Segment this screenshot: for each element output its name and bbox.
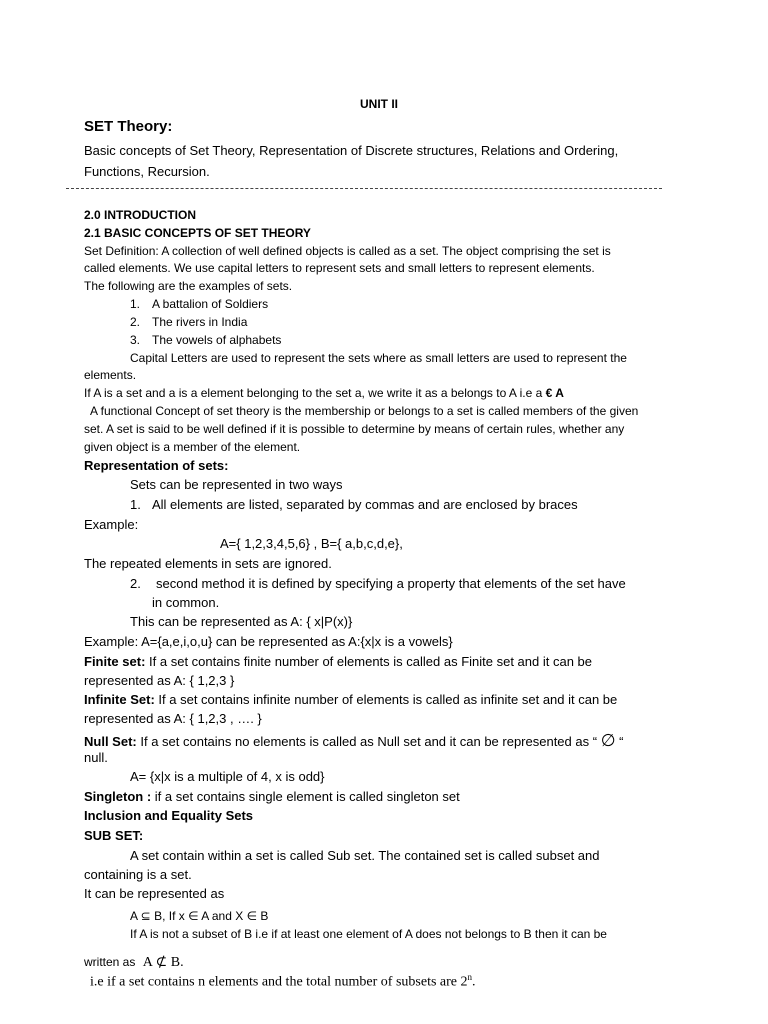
syllabus-line-1: Basic concepts of Set Theory, Representation of Discrete structures, Relations and Ordering, xyxy=(84,143,619,158)
infinite-set-label: Infinite Set: xyxy=(84,692,155,707)
subset-representation-intro: It can be represented as xyxy=(84,886,225,901)
not-subset-symbol: A ⊄ B. xyxy=(142,955,184,970)
null-set-example: A= {x|x is a multiple of 4, x is odd} xyxy=(130,769,325,784)
list-item: The rivers in India xyxy=(152,315,248,329)
infinite-set-text: If a set contains infinite number of elements is called as infinite set and it can be xyxy=(158,692,618,707)
not-subset-line: If A is not a subset of B i.e if at least one element of A does not belongs to B then it can be xyxy=(130,927,607,941)
example-label: Example: xyxy=(84,517,139,532)
subset-line-2: containing is a set. xyxy=(84,867,192,882)
heading-introduction: 2.0 INTRODUCTION xyxy=(84,208,197,222)
empty-set-symbol: ∅ xyxy=(600,731,616,750)
list-item-number: 1. xyxy=(130,297,141,311)
examples-intro: The following are the examples of sets. xyxy=(84,279,293,293)
page-title: SET Theory: xyxy=(84,118,173,135)
null-set-text: If a set contains no elements is called as Null set and it can be represented as “ xyxy=(140,734,598,749)
subset-count-end: . xyxy=(472,974,476,990)
subset-line-1: A set contain within a set is called Sub set. The contained set is called subset and xyxy=(130,848,600,863)
heading-representation: Representation of sets: xyxy=(84,458,229,473)
list-item: A battalion of Soldiers xyxy=(152,297,269,311)
finite-set-label: Finite set: xyxy=(84,654,146,669)
belongs-symbol: € A xyxy=(545,386,564,400)
method-1-text: All elements are listed, separated by commas and are enclosed by braces xyxy=(152,497,578,512)
null-set-line xyxy=(84,731,623,751)
null-set-label: Null Set: xyxy=(84,734,137,749)
section-divider xyxy=(66,188,662,189)
method-2-number: 2. xyxy=(130,576,141,591)
definition-line-1: Set Definition: A collection of well defined objects is called as a set. The object comprising the set is xyxy=(84,244,611,258)
null-word: null. xyxy=(84,750,108,765)
syllabus-line-2: Functions, Recursion. xyxy=(84,164,210,179)
belongs-line xyxy=(84,386,564,400)
finite-set-representation: represented as A: { 1,2,3 } xyxy=(84,673,235,688)
subset-count-exponent: n xyxy=(467,972,473,982)
heading-inclusion-equality: Inclusion and Equality Sets xyxy=(84,808,254,823)
subset-formula: A ⊆ B, If x ∈ A and X ∈ B xyxy=(130,909,269,923)
method-1-number: 1. xyxy=(130,497,141,512)
null-set-close-quote: “ xyxy=(619,734,624,749)
heading-subset: SUB SET: xyxy=(84,828,144,843)
singleton-line xyxy=(84,789,460,804)
subset-count-line xyxy=(90,972,476,991)
example-vowels: Example: A={a,e,i,o,u} can be represented as A:{x|x is a vowels} xyxy=(84,634,453,649)
written-as-line xyxy=(84,954,184,971)
two-ways-text: Sets can be represented in two ways xyxy=(130,477,343,492)
list-item: The vowels of alphabets xyxy=(152,333,282,347)
repeated-elements-note: The repeated elements in sets are ignored. xyxy=(84,556,332,571)
functional-concept-line-3: given object is a member of the element. xyxy=(84,440,301,454)
definition-line-2: called elements. We use capital letters to represent sets and small letters to represent elements. xyxy=(84,261,595,275)
list-item-number: 2. xyxy=(130,315,141,329)
set-builder-notation: This can be represented as A: { x|P(x)} xyxy=(130,614,353,629)
infinite-set-representation: represented as A: { 1,2,3 , …. } xyxy=(84,711,262,726)
heading-basic-concepts: 2.1 BASIC CONCEPTS OF SET THEORY xyxy=(84,226,311,240)
subset-count-text: i.e if a set contains n elements and the total number of subsets are 2 xyxy=(90,974,468,990)
written-as-text: written as xyxy=(84,955,136,969)
unit-heading: UNIT II xyxy=(360,97,398,111)
list-item-number: 3. xyxy=(130,333,141,347)
capital-letters-line-1: Capital Letters are used to represent the sets where as small letters are used to represent the xyxy=(130,351,627,365)
functional-concept-line-1: A functional Concept of set theory is the membership or belongs to a set is called members of the given xyxy=(90,404,639,418)
singleton-text: if a set contains single element is called singleton set xyxy=(154,789,460,804)
infinite-set-line xyxy=(84,692,617,707)
method-2-line-2: in common. xyxy=(152,595,220,610)
singleton-label: Singleton : xyxy=(84,789,152,804)
example-sets: A={ 1,2,3,4,5,6} , B={ a,b,c,d,e}, xyxy=(220,536,403,551)
belongs-text: If A is a set and a is a element belonging to the set a, we write it as a belongs to A i.e a xyxy=(84,386,543,400)
method-2-line-1: second method it is defined by specifying a property that elements of the set have xyxy=(156,576,626,591)
capital-letters-line-2: elements. xyxy=(84,368,137,382)
finite-set-text: If a set contains finite number of elements is called as Finite set and it can be xyxy=(149,654,592,669)
finite-set-line xyxy=(84,654,592,669)
functional-concept-line-2: set. A set is said to be well defined if it is possible to determine by means of certain rules, whether any xyxy=(84,422,625,436)
